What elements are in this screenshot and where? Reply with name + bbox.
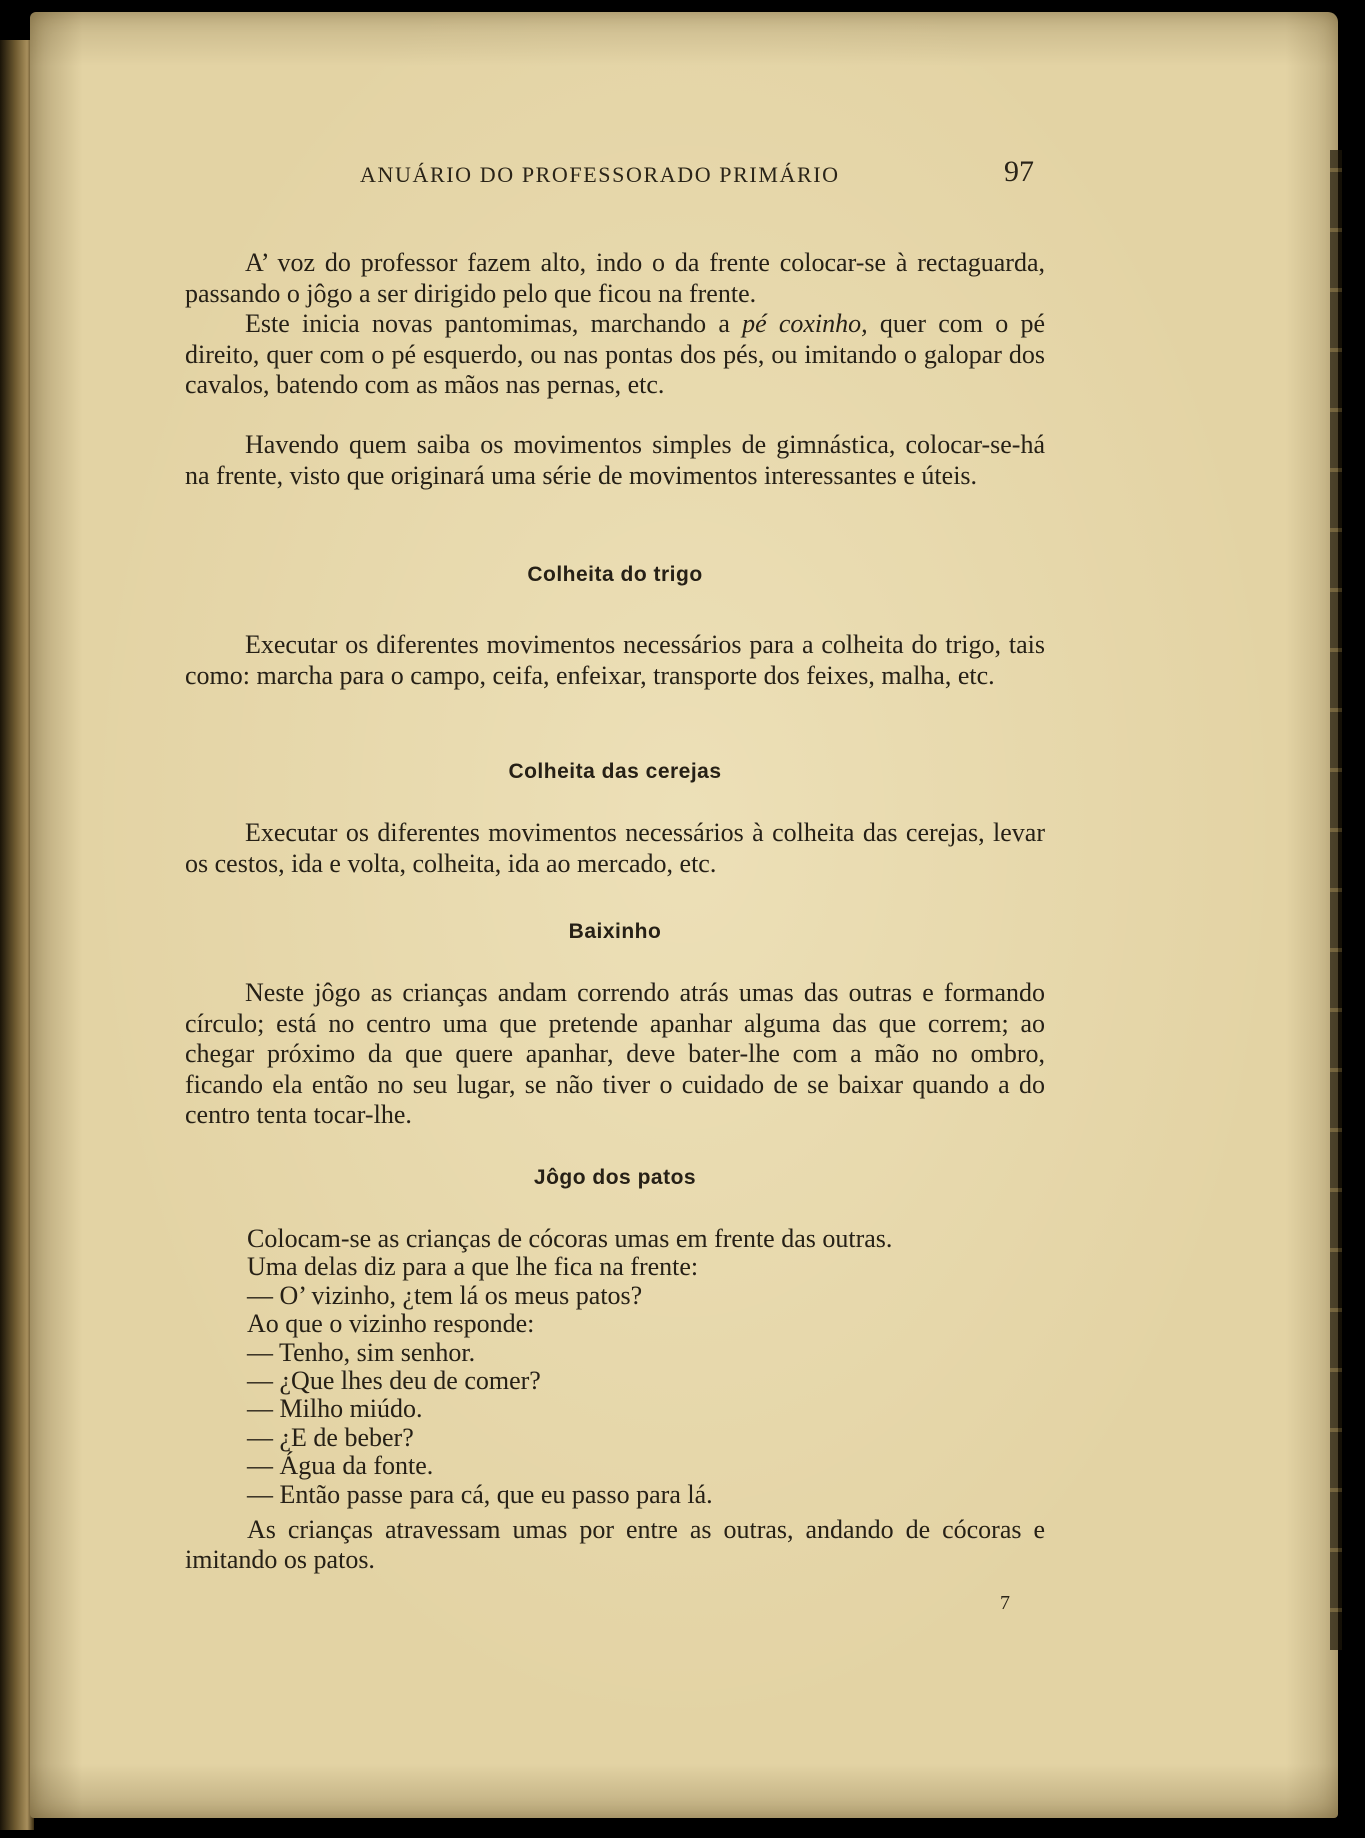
facing-page-edge — [0, 40, 34, 1830]
paragraph-trigo: Executar os diferentes movimentos necessários para a colheita do trigo, tais como: marcha para o campo, ceifa, enfeixar, transporte dos feixes, malha, etc. — [185, 630, 1045, 690]
paragraph-baixinho: Neste jôgo as crianças andam correndo atrás umas das outras e formando círculo; está no centro uma que pretende apanhar alguma das que correm; ao chegar próximo da que quere apanhar, deve bater-lhe com a mão no ombro, ficando ela então no seu lugar, se não tiver o cuidado de se baixar quando a do centro tenta tocar-lhe. — [185, 978, 1045, 1129]
text-segment: Este inicia novas pantomimas, marchando a — [245, 309, 743, 338]
dialog-line: — Milho miúdo. — [247, 1394, 423, 1424]
page-edge-shadow — [1330, 150, 1342, 1650]
paragraph-patos-closing: As crianças atravessam umas por entre as outras, andando de cócoras e imitando os patos. — [185, 1515, 1045, 1574]
section-heading-cerejas: Colheita das cerejas — [508, 760, 722, 783]
text-segment: quer com o pé direito, quer com o pé esquerdo, ou nas pontas dos pés, ou imitando o galopar dos cavalos, batendo com as mãos nas pernas, etc. — [185, 309, 1045, 399]
running-title: ANUÁRIO DO PROFESSORADO PRIMÁRIO — [360, 162, 840, 187]
dialog-line: — ¿E de beber? — [247, 1422, 414, 1452]
dialog-line: — ¿Que lhes deu de comer? — [247, 1366, 541, 1396]
section-heading-trigo: Colheita do trigo — [527, 563, 703, 586]
patos-dialog — [247, 1225, 1047, 1509]
dialog-line: — Tenho, sim senhor. — [247, 1337, 476, 1367]
dialog-line: Colocam-se as crianças de cócoras umas em frente das outras. — [247, 1224, 893, 1253]
dialog-line: — O’ vizinho, ¿tem lá os meus patos? — [247, 1280, 643, 1310]
signature-mark: 7 — [1000, 1592, 1010, 1614]
paragraph-cerejas: Executar os diferentes movimentos necessários à colheita das cerejas, levar os cestos, ida e volta, colheita, ida ao mercado, etc. — [185, 818, 1045, 878]
dialog-line: Uma delas diz para a que lhe fica na frente: — [247, 1252, 699, 1282]
section-heading-patos: Jôgo dos patos — [533, 1166, 697, 1189]
page-number: 97 — [1004, 155, 1034, 188]
paragraph-pantomimas — [185, 309, 1045, 401]
dialog-line: Ao que o vizinho responde: — [247, 1309, 535, 1339]
section-heading-baixinho: Baixinho — [568, 920, 662, 943]
paragraph-gimnastica: Havendo quem saiba os movimentos simples de gimnástica, colocar-se-há na frente, visto que originará uma série de movimentos interessantes e úteis. — [185, 430, 1045, 490]
paragraph-rectaguarda: A’ voz do professor fazem alto, indo o da frente colocar-se à rectaguarda, passando o jôgo a ser dirigido pelo que ficou na frente. — [185, 248, 1045, 308]
dialog-line: — Água da fonte. — [247, 1451, 434, 1481]
italic-term: pé coxinho, — [742, 309, 868, 338]
dialog-line: — Então passe para cá, que eu passo para lá. — [247, 1479, 713, 1509]
